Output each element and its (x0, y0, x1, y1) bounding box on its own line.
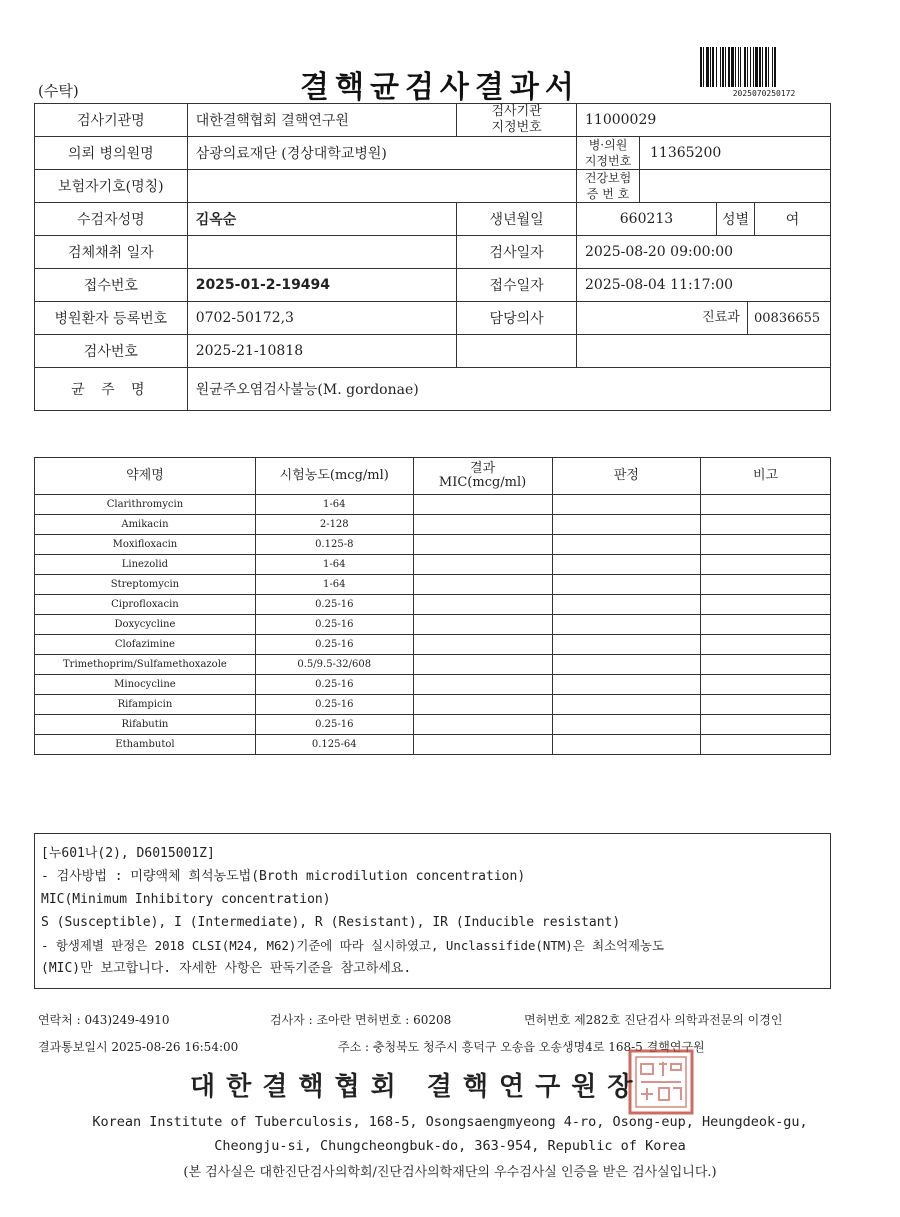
remarks-cell (701, 535, 831, 555)
birth-value: 660213 (577, 203, 717, 236)
hospital-value: 삼광의료재단 (경상대학교병원) (187, 137, 576, 170)
result-cell (413, 715, 552, 735)
remarks-cell (701, 655, 831, 675)
test-no-value: 2025-21-10818 (187, 335, 457, 368)
inst-code-value: 11000029 (577, 104, 831, 137)
remarks-cell (701, 735, 831, 755)
address-en-line2: Cheongju-si, Chungcheongbuk-do, 363-954, Republic of Korea (214, 1138, 686, 1154)
result-cell (413, 575, 552, 595)
drug-name-cell: Streptomycin (35, 575, 256, 595)
sex-label: 성별 (716, 203, 754, 236)
insured-label: 보험자기호(명칭) (35, 170, 188, 203)
drug-row (35, 555, 831, 575)
collect-value (187, 236, 457, 269)
conc-cell: 0.25-16 (255, 615, 413, 635)
judgement-cell (552, 735, 701, 755)
drug-row (35, 615, 831, 635)
remarks-cell (701, 675, 831, 695)
judgement-cell (552, 635, 701, 655)
drug-row (35, 675, 831, 695)
dept-value: 00836655 (754, 310, 821, 326)
patient-value: 김옥순 (187, 203, 457, 236)
result-header-line2: MIC(mcg/ml) (438, 475, 527, 490)
remarks-cell (701, 715, 831, 735)
notes-line: S (Susceptible), I (Intermediate), R (Resistant), IR (Inducible resistant) (41, 915, 621, 930)
receipt-date-label: 접수일자 (457, 269, 577, 302)
hospital-label: 의뢰 병의원명 (35, 137, 188, 170)
judgement-cell (552, 695, 701, 715)
doctor-value (577, 302, 695, 334)
test-no-extra-label (457, 335, 577, 368)
address-en-line1: Korean Institute of Tuberculosis, 168-5, Osongsaengmyeong 4-ro, Osong-eup, Heungdeok-gu, (92, 1114, 808, 1130)
receipt-no-label: 접수번호 (35, 269, 188, 302)
remarks-cell (701, 515, 831, 535)
conc-cell: 0.25-16 (255, 675, 413, 695)
conc-cell: 0.25-16 (255, 595, 413, 615)
conc-cell: 0.25-16 (255, 635, 413, 655)
conc-header: 시험농도(mcg/ml) (255, 458, 413, 495)
conc-cell: 0.5/9.5-32/608 (255, 655, 413, 675)
result-cell (413, 695, 552, 715)
organization-name: 대한결핵협회 결핵연구원장 (190, 1072, 644, 1102)
director: 면허번호 제282호 진단검사 의학과전문의 이경인 (524, 1013, 783, 1027)
test-date-value: 2025-08-20 09:00:00 (577, 236, 831, 269)
result-cell (413, 555, 552, 575)
report-time: 결과통보일시 2025-08-26 16:54:00 (38, 1040, 239, 1054)
drug-table (34, 457, 831, 755)
sex-value: 여 (754, 203, 830, 236)
drug-row (35, 735, 831, 755)
drug-row (35, 695, 831, 715)
judgement-cell (552, 515, 701, 535)
notes-line: (MIC)만 보고합니다. 자세한 사항은 판독기준을 참고하세요. (41, 961, 412, 976)
result-cell (413, 675, 552, 695)
patient-label: 수검자성명 (35, 203, 188, 236)
judgement-cell (552, 535, 701, 555)
notes-line: MIC(Minimum Inhibitory concentration) (41, 892, 331, 907)
conc-cell: 0.25-16 (255, 695, 413, 715)
doctor-label: 담당의사 (457, 302, 577, 335)
patient-info-table (34, 103, 831, 411)
drug-name-cell: Rifampicin (35, 695, 256, 715)
barcode-number: 2025070250172 (732, 89, 796, 98)
judgement-cell (552, 615, 701, 635)
result-header-line1: 결과 (470, 461, 496, 476)
remarks-cell (701, 555, 831, 575)
drug-name-cell: Clarithromycin (35, 495, 256, 515)
result-cell (413, 535, 552, 555)
result-cell (413, 615, 552, 635)
conc-cell: 0.125-64 (255, 735, 413, 755)
judgement-cell (552, 655, 701, 675)
remarks-cell (701, 595, 831, 615)
remarks-cell (701, 695, 831, 715)
remarks-header: 비고 (701, 458, 831, 495)
drug-name-cell: Moxifloxacin (35, 535, 256, 555)
contact: 연락처 : 043)249-4910 (38, 1013, 170, 1027)
tester: 검사자 : 조아란 면허번호 : 60208 (270, 1013, 452, 1027)
institution-value: 대한결핵협회 결핵연구원 (187, 104, 457, 137)
collect-label: 검체채취 일자 (35, 236, 188, 269)
drug-name-cell: Ciprofloxacin (35, 595, 256, 615)
receipt-no-value: 2025-01-2-19494 (187, 269, 457, 302)
reg-no-label: 병원환자 등록번호 (35, 302, 188, 335)
result-cell (413, 515, 552, 535)
notes-line: [누601나(2), D6015001Z] (41, 846, 215, 861)
notes-line: - 항생제별 판정은 2018 CLSI(M24, M62)기준에 따라 실시하였고, Unclassifide(NTM)은 최소억제농도 (41, 938, 664, 953)
drug-row (35, 575, 831, 595)
drug-name-cell: Clofazimine (35, 635, 256, 655)
drug-row (35, 495, 831, 515)
drug-row (35, 655, 831, 675)
inst-code-label-line2: 지정번호 (491, 120, 542, 135)
result-cell (413, 595, 552, 615)
drug-name-cell: Doxycycline (35, 615, 256, 635)
remarks-cell (701, 575, 831, 595)
judgement-cell (552, 675, 701, 695)
remarks-cell (701, 495, 831, 515)
reg-no-value: 0702-50172,3 (187, 302, 457, 335)
health-ins-label (577, 170, 640, 202)
drug-name-cell: Ethambutol (35, 735, 256, 755)
judgement-cell (552, 555, 701, 575)
document-note: (수탁) (38, 82, 79, 100)
inst-code-label-line1: 검사기관 (491, 104, 542, 119)
conc-cell: 2-128 (255, 515, 413, 535)
remarks-cell (701, 635, 831, 655)
drug-header: 약제명 (35, 458, 256, 495)
health-ins-label-line1: 건강보험 (584, 171, 632, 185)
drug-name-cell: Minocycline (35, 675, 256, 695)
hosp-code-label-line1: 병·의원 (588, 138, 628, 152)
conc-cell: 1-64 (255, 575, 413, 595)
drug-row (35, 595, 831, 615)
judgement-header: 판정 (552, 458, 701, 495)
drug-row (35, 535, 831, 555)
conc-cell: 0.25-16 (255, 715, 413, 735)
inst-code-label (457, 104, 577, 137)
barcode (700, 47, 828, 87)
address-kr: 주소 : 충청북도 청주시 흥덕구 오송읍 오송생명4로 168-5 결핵연구원 (338, 1040, 705, 1054)
result-header (413, 458, 552, 495)
birth-label: 생년월일 (457, 203, 577, 236)
judgement-cell (552, 575, 701, 595)
conc-cell: 0.125-8 (255, 535, 413, 555)
result-cell (413, 655, 552, 675)
hosp-code-value: 11365200 (650, 145, 722, 161)
dept-label: 진료과 (695, 302, 748, 334)
result-cell (413, 635, 552, 655)
strain-value: 원균주오염검사불능(M. gordonae) (187, 368, 830, 411)
hosp-code-label (577, 137, 640, 169)
conc-cell: 1-64 (255, 495, 413, 515)
document-title: 결핵균검사결과서 (300, 70, 580, 105)
health-ins-label-line2: 증 번 호 (586, 187, 630, 201)
hosp-code-label-line2: 지정번호 (584, 154, 632, 168)
result-cell (413, 495, 552, 515)
judgement-cell (552, 495, 701, 515)
drug-row (35, 715, 831, 735)
notes-line: - 검사방법 : 미량액체 희석농도법(Broth microdilution concentration) (41, 869, 526, 884)
test-date-label: 검사일자 (457, 236, 577, 269)
drug-row (35, 515, 831, 535)
judgement-cell (552, 595, 701, 615)
judgement-cell (552, 715, 701, 735)
strain-label: 균 주 명 (35, 368, 188, 411)
result-cell (413, 735, 552, 755)
drug-name-cell: Linezolid (35, 555, 256, 575)
drug-name-cell: Rifabutin (35, 715, 256, 735)
test-no-extra (577, 335, 831, 368)
conc-cell: 1-64 (255, 555, 413, 575)
insured-value (187, 170, 576, 203)
test-no-label: 검사번호 (35, 335, 188, 368)
drug-name-cell: Trimethoprim/Sulfamethoxazole (35, 655, 256, 675)
drug-name-cell: Amikacin (35, 515, 256, 535)
notes-box (34, 833, 831, 989)
receipt-date-value: 2025-08-04 11:17:00 (577, 269, 831, 302)
institution-label: 검사기관명 (35, 104, 188, 137)
remarks-cell (701, 615, 831, 635)
drug-row (35, 635, 831, 655)
certification-note: (본 검사실은 대한진단검사의학회/진단검사의학재단의 우수검사실 인증을 받은 검사실입니다.) (183, 1165, 717, 1180)
